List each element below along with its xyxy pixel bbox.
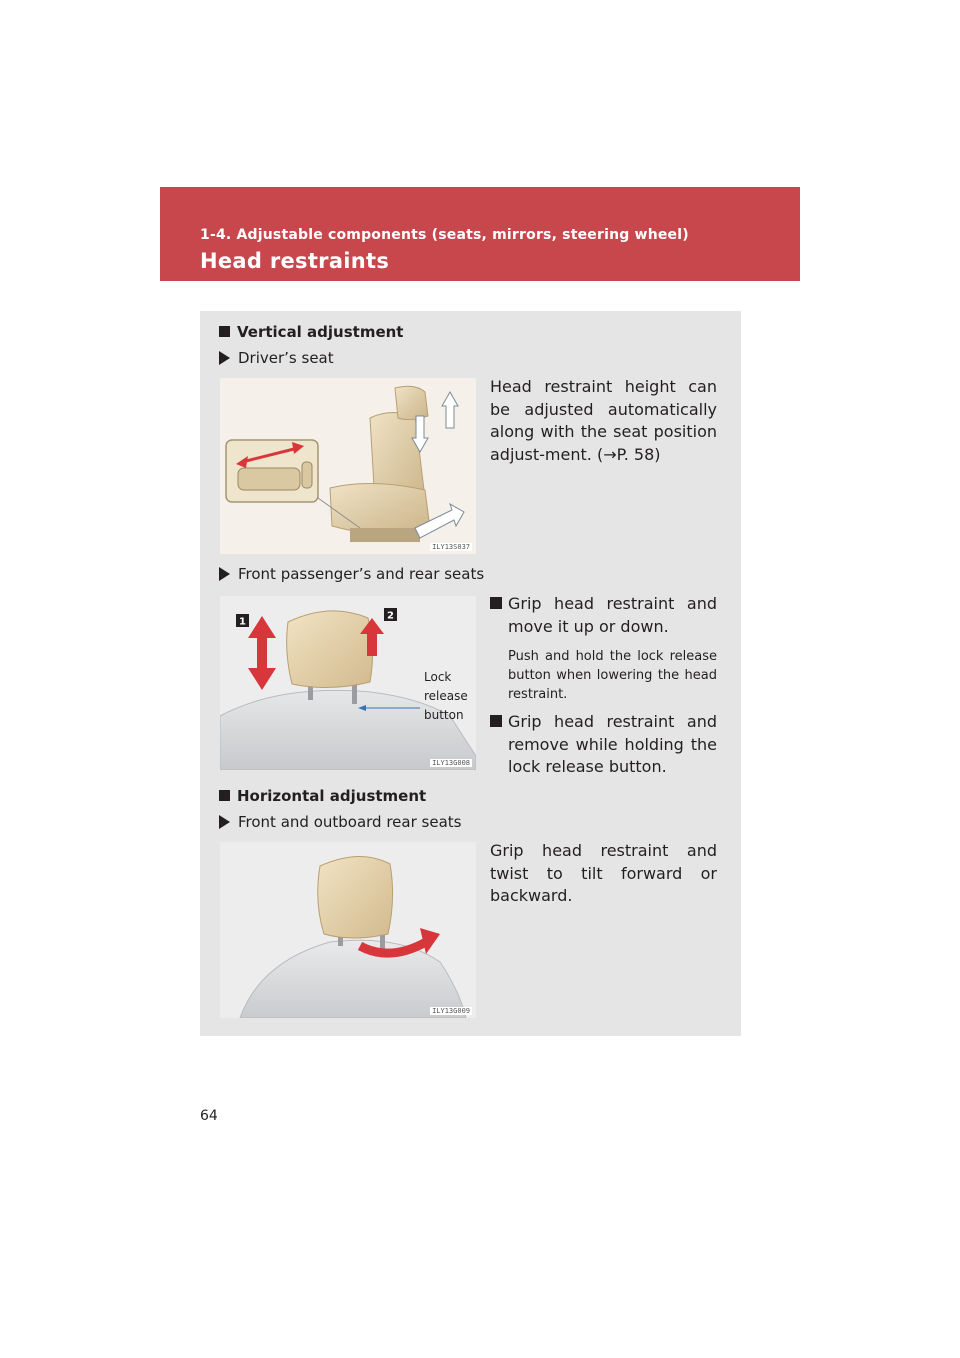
- horizontal-heading: [219, 787, 426, 805]
- step-1: [490, 593, 717, 704]
- triangle-bullet-icon: [219, 351, 230, 365]
- horizontal-text: Grip head restraint and twist to tilt forward or backward.: [490, 841, 717, 905]
- step-1-note: Push and hold the lock release button when lowering the head restraint.: [508, 649, 717, 702]
- step-number-1-icon: [490, 597, 502, 609]
- callout-line-2: release: [424, 689, 468, 703]
- page-number: 64: [200, 1108, 218, 1124]
- outboard-seats-label-text: Front and outboard rear seats: [238, 813, 462, 831]
- horizontal-heading-text: Horizontal adjustment: [237, 787, 427, 805]
- page-title: Head restraints: [200, 249, 390, 273]
- svg-text:1: 1: [239, 616, 246, 628]
- driver-seat-label: [219, 349, 334, 367]
- passenger-seat-label: [219, 565, 484, 583]
- step-1-text: Grip head restraint and move it up or down.: [508, 594, 717, 636]
- triangle-bullet-icon: [219, 815, 230, 829]
- section-label: 1-4. Adjustable components (seats, mirrors, steering wheel): [200, 227, 689, 243]
- vertical-heading: [219, 323, 403, 341]
- power-seat-illustration: [220, 378, 476, 554]
- figure-code: ILY13S037: [432, 543, 470, 551]
- figure-code: ILY13G009: [432, 1007, 470, 1015]
- horizontal-figure: [220, 842, 476, 1018]
- figure-code: ILY13G008: [432, 759, 470, 767]
- bullet-square-icon: [219, 790, 230, 801]
- head-restraint-tilt-illustration: [220, 842, 476, 1018]
- svg-text:2: 2: [387, 610, 394, 622]
- lock-release-callout: [424, 668, 468, 725]
- triangle-bullet-icon: [219, 567, 230, 581]
- outboard-seats-label: [219, 813, 461, 831]
- bullet-square-icon: [219, 326, 230, 337]
- step-2: [490, 711, 717, 779]
- vertical-heading-text: Vertical adjustment: [237, 323, 404, 341]
- header-band: [160, 187, 800, 281]
- step-2-text: Grip head restraint and remove while holding the lock release button.: [508, 712, 717, 776]
- step-number-2-icon: [490, 715, 502, 727]
- callout-line-1: Lock: [424, 670, 452, 684]
- callout-line-3: button: [424, 708, 464, 722]
- driver-seat-text: Head restraint height can be adjusted automatically along with the seat position adjust-ment. (→P. 58): [490, 377, 717, 464]
- passenger-seat-label-text: Front passenger’s and rear seats: [238, 565, 485, 583]
- driver-seat-figure: [220, 378, 476, 554]
- driver-seat-label-text: Driver’s seat: [238, 349, 334, 367]
- content-box: [200, 311, 741, 1036]
